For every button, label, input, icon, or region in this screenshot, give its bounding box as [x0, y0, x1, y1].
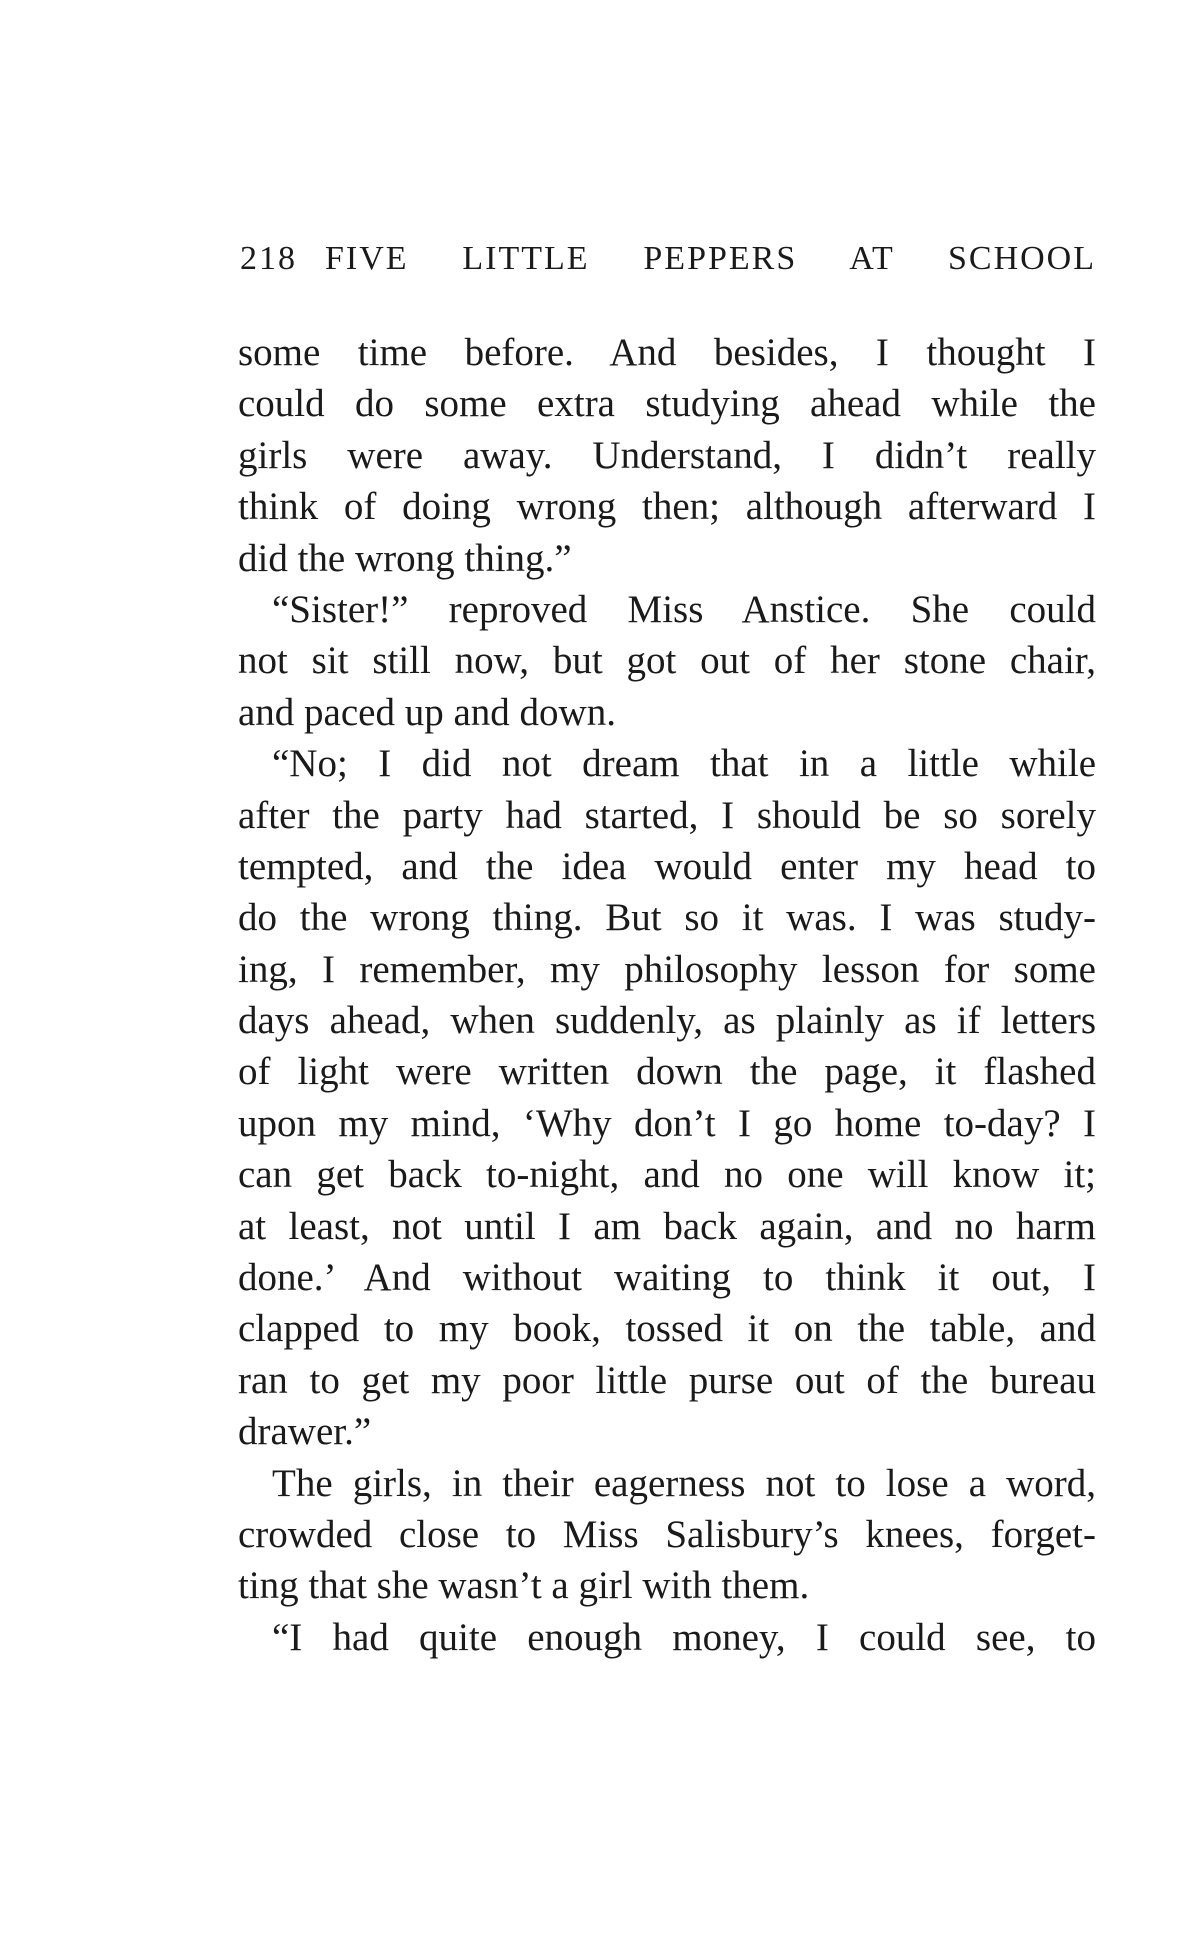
- text-line: drawer.”: [238, 1410, 372, 1454]
- text-line: think of doing wrong then; although afterward I: [238, 485, 1096, 529]
- body-text: [238, 327, 1096, 1663]
- text-line: could do some extra studying ahead while the: [238, 382, 1096, 426]
- text-line: ing, I remember, my philosophy lesson for some: [238, 947, 1096, 991]
- text-line: clapped to my book, tossed it on the table, and: [238, 1307, 1096, 1351]
- text-line: days ahead, when suddenly, as plainly as if letters: [238, 999, 1096, 1043]
- text-line: and paced up and down.: [238, 690, 616, 734]
- text-line: do the wrong thing. But so it was. I was study-: [238, 896, 1096, 940]
- text-line: of light were written down the page, it flashed: [238, 1050, 1096, 1094]
- page-number: 218: [240, 240, 297, 277]
- text-line: ran to get my poor little purse out of the bureau: [238, 1358, 1096, 1402]
- text-line: done.’ And without waiting to think it out, I: [238, 1256, 1096, 1300]
- text-line: some time before. And besides, I thought I: [238, 331, 1096, 374]
- text-line: upon my mind, ‘Why don’t I go home to-day? I: [238, 1101, 1096, 1145]
- text-line: at least, not until I am back again, and no harm: [238, 1204, 1096, 1248]
- text-line: The girls, in their eagerness not to lose a word,: [272, 1461, 1096, 1505]
- text-line: not sit still now, but got out of her stone chair,: [238, 639, 1096, 683]
- text-line: “Sister!” reproved Miss Anstice. She could: [272, 587, 1096, 631]
- text-line: can get back to-night, and no one will know it;: [238, 1153, 1096, 1197]
- text-line: after the party had started, I should be so sorely: [238, 793, 1096, 837]
- text-line: did the wrong thing.”: [238, 536, 572, 580]
- text-line: “No; I did not dream that in a little while: [272, 742, 1096, 786]
- running-head: [240, 240, 1096, 284]
- text-line: “I had quite enough money, I could see, to: [272, 1615, 1096, 1659]
- running-title: FIVE LITTLE PEPPERS AT SCHOOL: [325, 240, 1096, 277]
- text-line: crowded close to Miss Salisbury’s knees, forget-: [238, 1512, 1096, 1556]
- text-line: tempted, and the idea would enter my head to: [238, 844, 1096, 888]
- text-line: ting that she wasn’t a girl with them.: [238, 1564, 810, 1608]
- text-line: girls were away. Understand, I didn’t really: [238, 433, 1096, 477]
